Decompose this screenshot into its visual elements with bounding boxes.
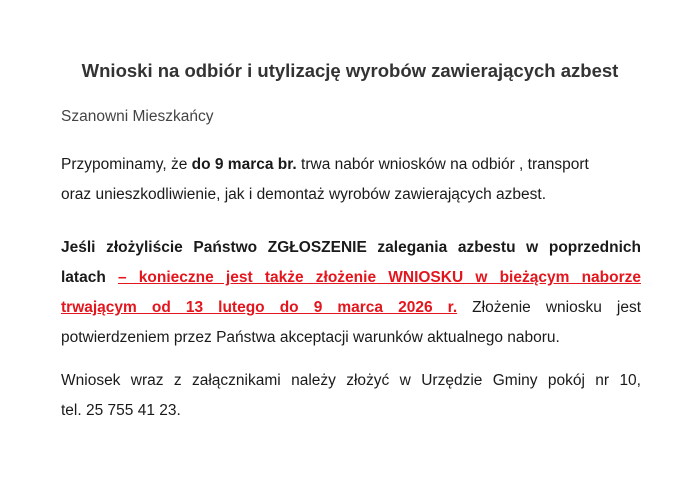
notice-line-3: [61, 293, 641, 323]
notice-paragraph: [61, 233, 641, 353]
document-title: Wnioski na odbiór i utylizację wyrobów zawierających azbest: [81, 60, 619, 81]
notice-text-1: Jeśli złożyliście Państwo ZGŁOSZENIE zalegania azbestu w poprzednich: [61, 239, 641, 256]
highlight-requirement: – konieczne jest także złożenie WNIOSKU w bieżącym naborze: [117, 269, 641, 286]
contact-phone: tel. 25 755 41 23.: [61, 402, 181, 419]
reminder-line-2: oraz unieszkodliwienie, jak i demontaż wyrobów zawierających azbest.: [61, 186, 547, 203]
notice-line-4: potwierdzeniem przez Państwa akceptacji warunków aktualnego naboru.: [61, 329, 560, 346]
greeting: Szanowni Mieszkańcy: [61, 108, 214, 125]
notice-text-2a: latach: [61, 269, 118, 286]
submission-line-1: Wniosek wraz z załącznikami należy złożyć w Urzędzie Gminy pokój nr 10,: [61, 372, 641, 389]
reminder-line-1: [61, 150, 641, 180]
reminder-text-c: trwa nabór wniosków na odbiór , transport: [296, 156, 589, 173]
reminder-text-a: Przypominamy, że: [61, 156, 192, 173]
deadline-date: do 9 marca br.: [191, 156, 297, 173]
highlight-period: trwającym od 13 lutego do 9 marca 2026 r.: [61, 299, 458, 316]
reminder-paragraph: [61, 150, 641, 210]
notice-line-1: [61, 233, 641, 263]
submission-paragraph: [61, 366, 641, 426]
notice-text-3b: Złożenie wniosku jest: [457, 299, 641, 316]
notice-line-2: [61, 263, 641, 293]
